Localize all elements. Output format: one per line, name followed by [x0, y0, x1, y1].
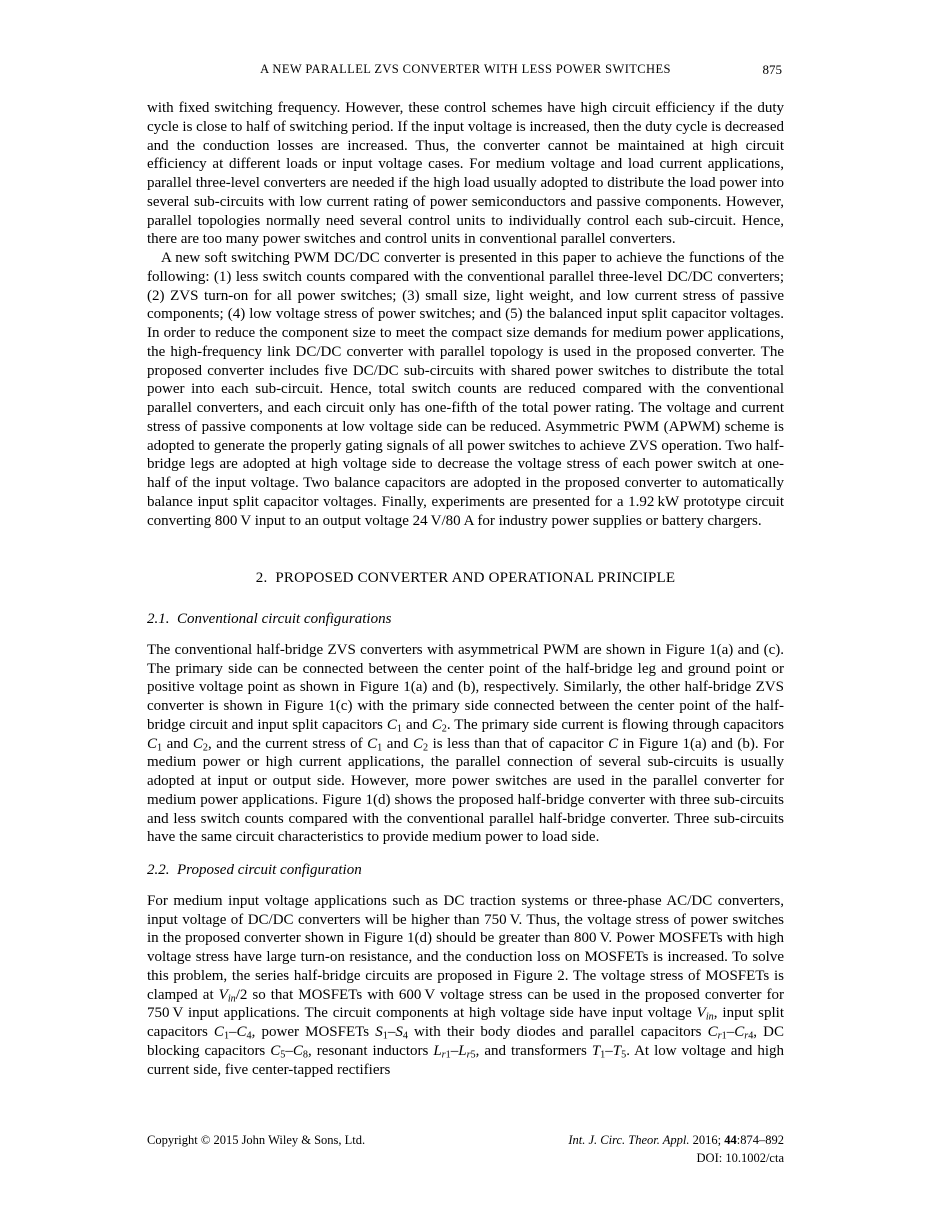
paragraph-intro-2: A new soft switching PWM DC/DC converter is presented in this paper to achieve the functions of the following: (1) less switch counts compared with the conventional parallel three-level DC/DC converters; (2) ZVS turn-on for all power switches; (3) small size, light weight, and low current stress of passive components; (4) low voltage stress of power switches; and (5) the balanced input split capacitor voltages. In order to reduce the component size to meet the compact size demands for medium power applications, the high-frequency link DC/DC converter with parallel topology is used in the proposed converter. The proposed converter includes five DC/DC sub-circuits with shared power switches to distribute the total power into each sub-circuit. Hence, total switch counts are reduced compared with the conventional parallel converters, and each circuit only has one-fifth of the total power rating. The voltage and current stress of passive components at low voltage side can be reduced. Asymmetric PWM (APWM) scheme is adopted to generate the properly gating signals of all power switches to achieve ZVS operation. Two half-bridge legs are adopted at high voltage side to decrease the voltage stress of each power switch at one-half of the input voltage. Two balance capacitors are adopted in the proposed converter to automatically balance input split capacitor voltages. Finally, experiments are presented for a 1.92 kW prototype circuit converting 800 V input to an output voltage 24 V/80 A for industry power supplies or battery chargers. — [147, 250, 784, 529]
paragraph-2-1: The conventional half-bridge ZVS converters with asymmetrical PWM are shown in Figure 1(a) and (c). The primary side can be connected between the center point of the half-bridge leg and ground point or positive voltage point as shown in Figure 1(a) and (b), respectively. Similarly, the other half-bridge ZVS converter is shown in Figure 1(c) with the primary side connected between the center point of the half-bridge circuit and input split capacitors $C_1$ and $C_2$. The primary side current is flowing through capacitors $C_1$ and $C_2$, and the current stress of $C_1$ and $C_2$ is less than that of capacitor C in Figure 1(a) and (b). For medium power or high current applications, the parallel connection of several sub-circuits is usually adopted at input or output side. However, more power switches are used in the parallel converter for medium power applications. Figure 1(d) shows the proposed half-bridge converter with three sub-circuits and less switch counts compared with the conventional parallel half-bridge converter. Three sub-circuits have the same circuit characteristics to provide medium power to load side. — [147, 641, 785, 846]
paragraph-2-2: For medium input voltage applications such as DC traction systems or three-phase AC/DC converters, input voltage of DC/DC converters will be higher than 750 V. Thus, the voltage stress of power switches in the proposed converter shown in Figure 1(d) should be greater than 800 V. Power MOSFETs with high voltage stress have large turn-on resistance, and the conduction loss on MOSFETs is increased. To solve this problem, the series half-bridge circuits are proposed in Figure 2. The voltage stress of MOSFETs is clamped at $V_{in}/2$ so that MOSFETs with 600 V voltage stress can be used in the proposed converter for 750 V input applications. The circuit components at high voltage side have input voltage $V_{in}$, input split capacitors $C_1-C_4$, power MOSFETs $S_1-S_4$ with their body diodes and parallel capacitors $C_{r1}-C_{r4}$, DC blocking capacitors $C_5-C_8$, resonant inductors $L_{r1}-L_{r5}$, and transformers $T_1-T_5$. At low voltage and high current side, five center-tapped rectifiers — [147, 892, 785, 1078]
footer-doi: DOI: 10.1002/cta — [696, 1150, 784, 1165]
footer-journal-ref: Int. J. Circ. Theor. Appl. 2016; 44:874–892 — [568, 1133, 784, 1147]
subsection-2-2-heading: 2.2. Proposed circuit configuration — [147, 862, 362, 878]
running-head: A NEW PARALLEL ZVS CONVERTER WITH LESS POWER SWITCHES — [260, 62, 671, 76]
page-header — [147, 62, 784, 77]
article-body — [147, 99, 784, 1079]
subsection-2-1-heading: 2.1. Conventional circuit configurations — [147, 611, 392, 627]
section-2-heading: 2. PROPOSED CONVERTER AND OPERATIONAL PRINCIPLE — [255, 570, 676, 587]
footer-copyright: Copyright © 2015 John Wiley & Sons, Ltd. — [147, 1133, 366, 1147]
page-number: 875 — [762, 62, 782, 77]
paragraph-intro-continued: with fixed switching frequency. However, these control schemes have high circuit efficiency if the duty cycle is close to half of switching period. If the input voltage is increased, then the duty cycle is decreased and the conduction losses are increased. Thus, the converter cannot be maintained at high circuit efficiency at different loads or input voltage cases. For medium voltage and load current applications, parallel three-level converters are needed if the high load usually adopted to distribute the load power into several sub-circuits with low current rating of power semiconductors and passive components. However, parallel topologies normally need several control units to individually control each sub-circuit. Hence, there are too many power switches and control units in conventional parallel converters. — [147, 100, 784, 248]
page-footer — [147, 1132, 784, 1167]
footer-citation-block — [568, 1132, 784, 1167]
